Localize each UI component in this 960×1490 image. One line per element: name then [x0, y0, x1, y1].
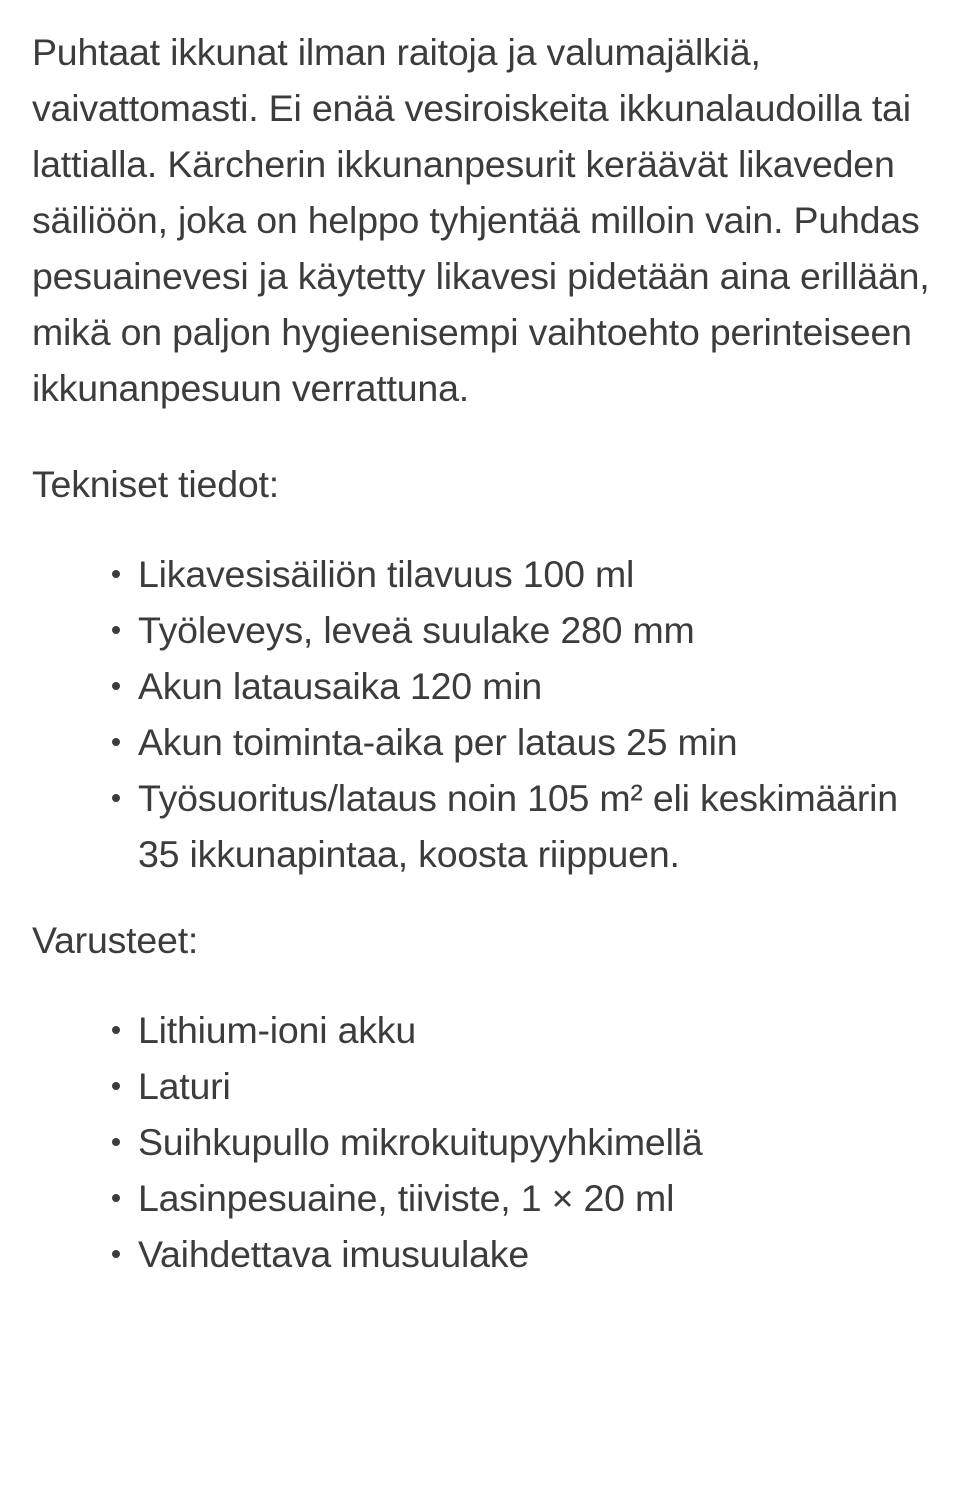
- bullet-icon: [112, 1082, 120, 1090]
- accessories-list: [32, 1002, 938, 1282]
- list-item-label: Akun latausaika 120 min: [138, 665, 542, 707]
- list-item: [32, 1114, 938, 1170]
- list-item: [32, 714, 938, 770]
- specs-heading: Tekniset tiedot:: [32, 463, 279, 505]
- intro-paragraph: Puhtaat ikkunat ilman raitoja ja valumajälkiä, vaivattomasti. Ei enää vesiroiskeita ikkunalaudoilla tai lattialla. Kärcherin ikkunanpesurit keräävät likaveden säiliöön, joka on helppo tyhjentää milloin vain. Puhdas pesuainevesi ja käytetty likavesi pidetään aina erillään, mikä on paljon hygieenisempi vaihtoehto perinteiseen ikkunanpesuun verrattuna.: [32, 31, 930, 409]
- list-item: [32, 602, 938, 658]
- list-item: [32, 1002, 938, 1058]
- list-item-label: Likavesisäiliön tilavuus 100 ml: [138, 553, 635, 595]
- spacer-intro-to-specs: [32, 416, 938, 456]
- bullet-icon: [112, 1250, 120, 1258]
- bullet-icon: [112, 1194, 120, 1202]
- specs-list: [32, 546, 938, 882]
- bullet-icon: [112, 794, 120, 802]
- list-item: [32, 1170, 938, 1226]
- list-item: [32, 1226, 938, 1282]
- spacer-specs-heading-to-list: [32, 512, 938, 546]
- bullet-icon: [112, 570, 120, 578]
- list-item-label: Vaihdettava imusuulake: [138, 1233, 529, 1275]
- bullet-icon: [112, 1026, 120, 1034]
- list-item-label: Lithium-ioni akku: [138, 1009, 416, 1051]
- content-column: [32, 24, 938, 1282]
- list-item-label: Suihkupullo mikrokuitupyyhkimellä: [138, 1121, 703, 1163]
- list-item-label: Akun toiminta-aika per lataus 25 min: [138, 721, 738, 763]
- list-item-label: Lasinpesuaine, tiiviste, 1 × 20 ml: [138, 1177, 675, 1219]
- accessories-heading: Varusteet:: [32, 919, 199, 961]
- list-item-label: Työleveys, leveä suulake 280 mm: [138, 609, 695, 651]
- list-item: [32, 546, 938, 602]
- list-item: [32, 658, 938, 714]
- spacer-specs-to-accessories: [32, 882, 938, 912]
- list-item-label: Laturi: [138, 1065, 231, 1107]
- bullet-icon: [112, 626, 120, 634]
- bullet-icon: [112, 738, 120, 746]
- bullet-icon: [112, 682, 120, 690]
- spacer-accessories-heading-to-list: [32, 968, 938, 1002]
- bullet-icon: [112, 1138, 120, 1146]
- list-item: [32, 770, 938, 882]
- list-item-label: Työsuoritus/lataus noin 105 m² eli keskimäärin 35 ikkunapintaa, koosta riippuen.: [138, 777, 898, 875]
- list-item: [32, 1058, 938, 1114]
